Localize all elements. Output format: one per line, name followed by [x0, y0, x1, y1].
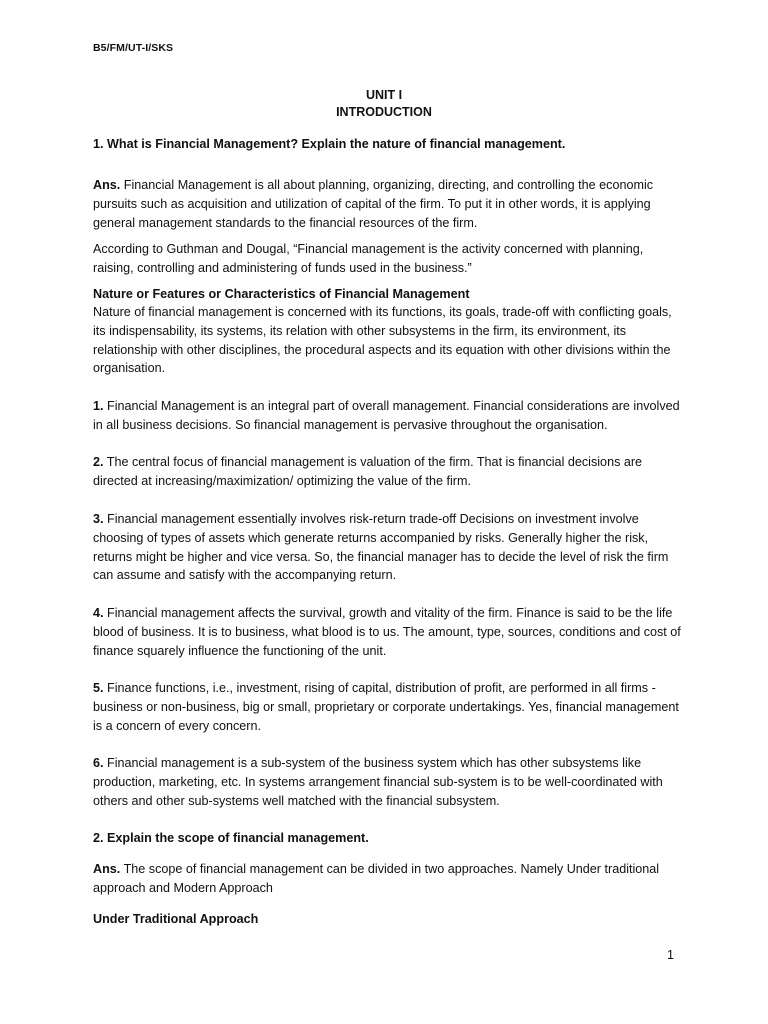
point-number: 4.	[93, 606, 104, 620]
answer-label: Ans.	[93, 178, 121, 192]
document-code: B5/FM/UT-I/SKS	[93, 42, 174, 54]
traditional-approach-heading: Under Traditional Approach	[93, 912, 259, 926]
question-2: 2. Explain the scope of financial management.	[93, 831, 369, 845]
point-number: 5.	[93, 681, 104, 695]
unit-title: INTRODUCTION	[336, 105, 432, 119]
unit-label: UNIT I	[365, 88, 403, 102]
answer-2-text: The scope of financial management can be divided in two approaches. Namely Under traditional approach and Modern Approach	[93, 862, 660, 895]
nature-point-1	[93, 397, 685, 435]
point-number: 2.	[93, 455, 104, 469]
point-text: Financial management affects the survival, growth and vitality of the firm. Finance is said to be the life blood of business. It is to business, what blood is to us. The amount, type, sources, conditions and cost of finance squarely influence the functioning of the unit.	[93, 606, 681, 658]
point-text: Financial Management is an integral part of overall management. Financial considerations are involved in all business decisions. So financial management is pervasive throughout the organisation.	[93, 399, 680, 432]
answer-1-text: Financial Management is all about planning, organizing, directing, and controlling the economic pursuits such as acquisition and utilization of capital of the firm. To put it in other words, it is applying general management standards to the financial resources of the firm.	[93, 178, 654, 230]
nature-point-4	[93, 604, 685, 660]
answer-2-paragraph	[93, 860, 685, 898]
nature-point-2	[93, 453, 685, 491]
nature-intro: Nature of financial management is concerned with its functions, its goals, trade-off with conflicting goals, its indispensability, its systems, its relation with other subsystems in the firm, its environment, its relationship with other disciplines, the procedural aspects and its equation with other divisions within the organisation.	[93, 305, 672, 376]
definition-quote: According to Guthman and Dougal, “Financial management is the activity concerned with planning, raising, controlling and administering of funds used in the business.”	[93, 242, 644, 275]
unit-heading	[0, 87, 768, 121]
nature-point-3	[93, 510, 685, 585]
point-number: 1.	[93, 399, 104, 413]
point-text: Finance functions, i.e., investment, rising of capital, distribution of profit, are performed in all firms - business or non-business, big or small, proprietary or corporate undertakings. Yes, financial management is a concern of every concern.	[93, 681, 679, 733]
question-1: 1. What is Financial Management? Explain the nature of financial management.	[93, 137, 566, 151]
point-text: Financial management essentially involves risk-return trade-off Decisions on investment involve choosing of types of assets which generate returns accompanied by risks. Generally higher the risk, returns might be higher and vice versa. So, the financial manager has to decide the level of risk the firm can assume and satisfy with the accompanying return.	[93, 512, 669, 583]
point-number: 6.	[93, 756, 104, 770]
answer-1-paragraph	[93, 176, 685, 232]
point-number: 3.	[93, 512, 104, 526]
nature-heading: Nature or Features or Characteristics of Financial Management	[93, 287, 470, 301]
answer-label: Ans.	[93, 862, 121, 876]
point-text: The central focus of financial management is valuation of the firm. That is financial decisions are directed at increasing/maximization/ optimizing the value of the firm.	[93, 455, 643, 488]
nature-point-5	[93, 679, 685, 735]
point-text: Financial management is a sub-system of the business system which has other subsystems like production, marketing, etc. In systems arrangement financial sub-system is to be well-coordinated with others and other sub-systems well matched with the financial subsystem.	[93, 756, 663, 808]
page-number: 1	[667, 948, 674, 962]
nature-point-6	[93, 754, 685, 810]
